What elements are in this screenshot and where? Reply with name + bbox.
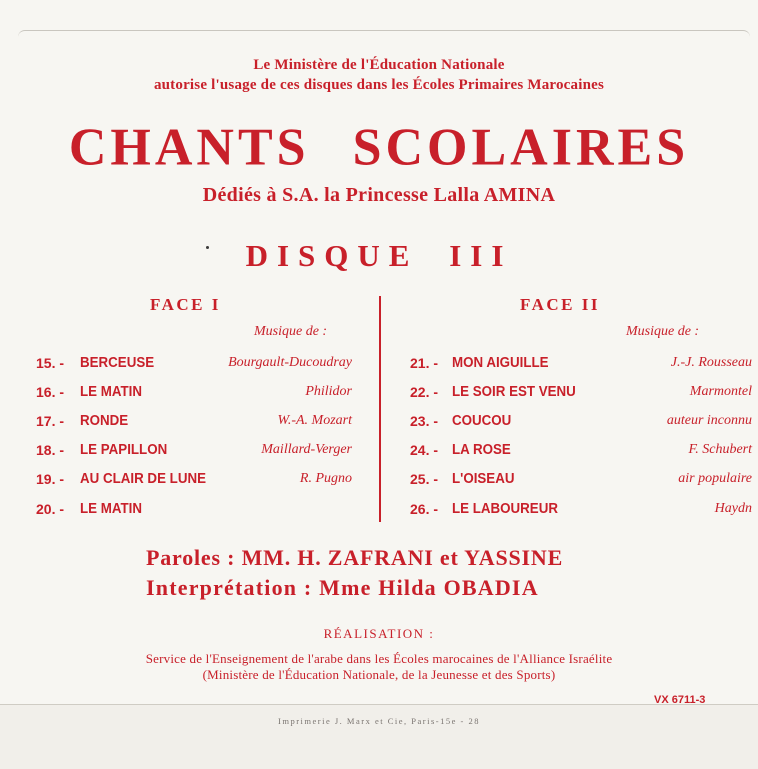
track-composer: J.-J. Rousseau xyxy=(670,355,752,370)
track-number: 26. - xyxy=(410,501,439,517)
lyrics-credit: Paroles : MM. H. ZAFRANI et YASSINE xyxy=(146,545,564,570)
track-title: COUCOU xyxy=(452,413,512,429)
track-row xyxy=(380,471,758,493)
track-number: 21. - xyxy=(410,355,439,371)
track-composer: Marmontel xyxy=(689,384,752,399)
track-title: LE MATIN xyxy=(80,501,142,517)
catalog-reference: VX 6711-3 xyxy=(654,694,706,706)
track-number: 19. - xyxy=(36,471,65,487)
track-row xyxy=(0,355,380,377)
track-composer: R. Pugno xyxy=(299,471,352,486)
track-composer: F. Schubert xyxy=(688,442,752,457)
track-row xyxy=(0,413,380,435)
realisation-label: RÉALISATION : xyxy=(323,626,435,641)
track-title: LE MATIN xyxy=(80,384,142,400)
track-row xyxy=(0,501,380,523)
track-number: 20. - xyxy=(36,501,65,517)
disc-number: DISQUE III xyxy=(245,238,513,273)
track-composer: air populaire xyxy=(678,471,752,486)
album-title: CHANTS SCOLAIRES xyxy=(68,118,690,177)
printer-imprint: Imprimerie J. Marx et Cie, Paris-15e - 28 xyxy=(278,716,480,726)
track-title: MON AIGUILLE xyxy=(452,355,549,371)
track-number: 22. - xyxy=(410,384,439,400)
track-number: 24. - xyxy=(410,442,439,458)
track-row xyxy=(0,471,380,493)
track-row xyxy=(0,384,380,406)
track-composer: Haydn xyxy=(714,501,752,516)
dedication: Dédiés à S.A. la Princesse Lalla AMINA xyxy=(202,184,556,206)
track-row xyxy=(380,442,758,464)
face-1-label: FACE I xyxy=(150,295,221,314)
sleeve-bottom-flap xyxy=(0,704,758,769)
track-title: RONDE xyxy=(80,413,129,429)
track-composer: auteur inconnu xyxy=(666,413,752,428)
track-composer: W.-A. Mozart xyxy=(277,413,352,428)
track-number: 15. - xyxy=(36,355,65,371)
track-row xyxy=(380,355,758,377)
performer-credit: Interprétation : Mme Hilda OBADIA xyxy=(146,575,539,600)
realisation-line-2: (Ministère de l'Éducation Nationale, de la Jeunesse et des Sports) xyxy=(202,667,556,682)
track-title: LE LABOUREUR xyxy=(452,501,558,517)
track-composer: Philidor xyxy=(305,384,352,399)
track-title: L'OISEAU xyxy=(452,471,515,487)
track-row xyxy=(380,501,758,523)
track-row xyxy=(380,413,758,435)
face-2-label: FACE II xyxy=(520,295,600,314)
track-number: 16. - xyxy=(36,384,65,400)
track-number: 17. - xyxy=(36,413,65,429)
ministry-line-2: autorise l'usage de ces disques dans les Écoles Primaires Marocaines xyxy=(153,77,605,93)
track-title: LA ROSE xyxy=(452,442,511,458)
track-composer: Maillard-Verger xyxy=(261,442,352,457)
realisation-line-1: Service de l'Enseignement de l'arabe dans les Écoles marocaines de l'Alliance Israélite xyxy=(145,651,613,666)
sleeve-top-edge xyxy=(18,30,750,37)
track-row xyxy=(0,442,380,464)
track-number: 23. - xyxy=(410,413,439,429)
track-title: BERCEUSE xyxy=(80,355,155,371)
track-number: 18. - xyxy=(36,442,65,458)
track-number: 25. - xyxy=(410,471,439,487)
face-2-musique-header: Musique de : xyxy=(626,324,700,339)
track-composer: Bourgault-Ducoudray xyxy=(228,355,352,370)
track-title: LE PAPILLON xyxy=(80,442,168,458)
face-1-musique-header: Musique de : xyxy=(254,324,328,339)
track-row xyxy=(380,384,758,406)
ministry-line-1: Le Ministère de l'Éducation Nationale xyxy=(253,57,505,73)
track-title: AU CLAIR DE LUNE xyxy=(80,471,206,487)
track-title: LE SOIR EST VENU xyxy=(452,384,576,400)
